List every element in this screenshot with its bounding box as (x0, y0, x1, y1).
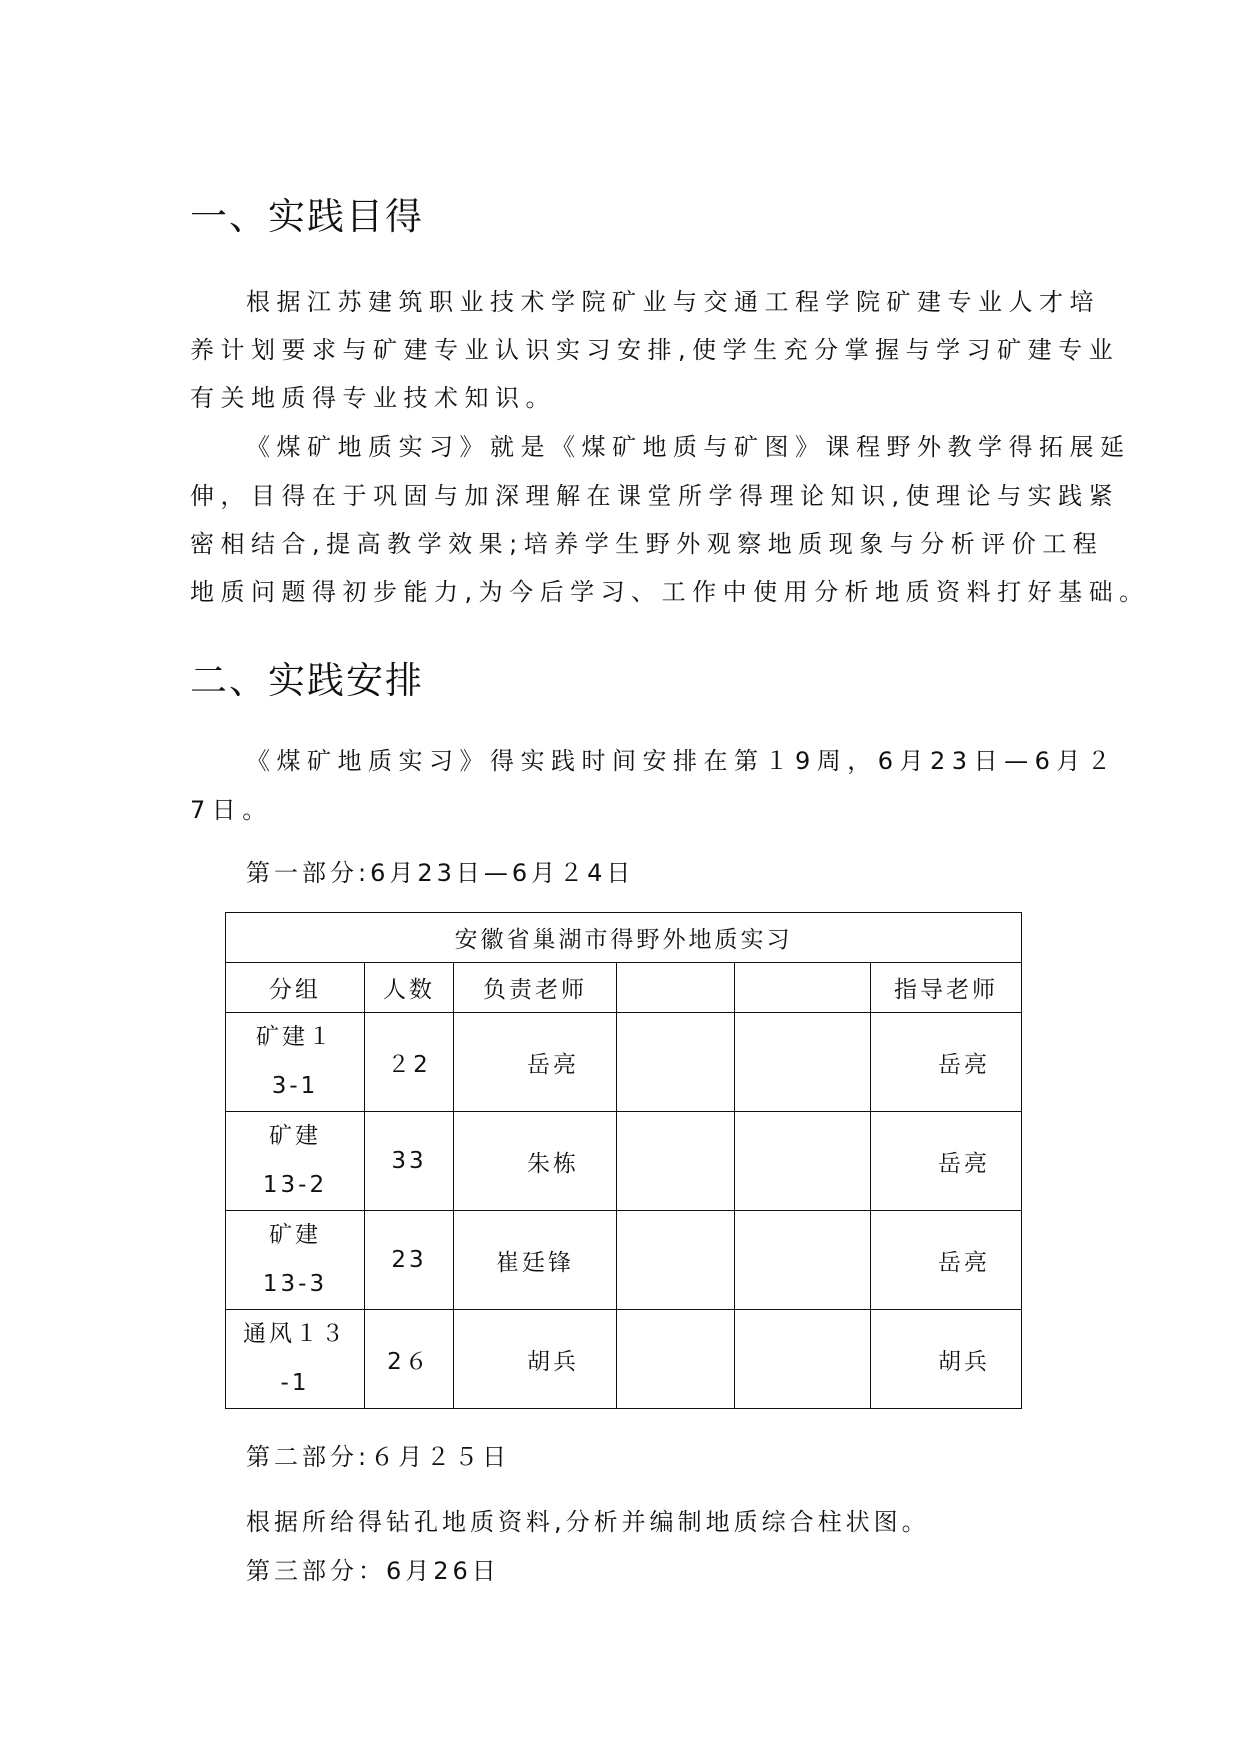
group-line2: 13-3 (262, 1271, 328, 1297)
teacher-cell: 胡兵 (454, 1310, 617, 1409)
count-cell: ２2 (365, 1013, 454, 1112)
section1-p2-line3: 密相结合,提高教学效果;培养学生野外观察地质现象与分析评价工程 (190, 530, 1104, 558)
blank-cell (617, 1112, 735, 1211)
table-title-row (226, 913, 1022, 963)
table-title: 安徽省巢湖市得野外地质实习 (226, 913, 1022, 963)
advisor-cell: 岳亮 (871, 1211, 1022, 1310)
table-row (226, 1112, 1022, 1211)
header-count: 人数 (365, 963, 454, 1013)
advisor-cell: 岳亮 (871, 1013, 1022, 1112)
part1-label: 第一部分:6月23日—6月２4日 (246, 859, 635, 887)
group-cell (226, 1211, 365, 1310)
table-row (226, 1310, 1022, 1409)
group-line2: 3-1 (271, 1073, 319, 1099)
group-line1: 矿建 (269, 1222, 321, 1248)
teacher-cell: 崔廷锋 (454, 1211, 617, 1310)
schedule-table (225, 912, 1022, 1409)
section1-p2-line4: 地质问题得初步能力,为今后学习、工作中使用分析地质资料打好基础。 (190, 578, 1150, 606)
group-line2: 13-2 (262, 1172, 328, 1198)
blank-cell (735, 1013, 871, 1112)
blank-cell (617, 1013, 735, 1112)
count-cell: 23 (365, 1211, 454, 1310)
header-teacher: 负责老师 (454, 963, 617, 1013)
group-cell (226, 1112, 365, 1211)
count-cell: 33 (365, 1112, 454, 1211)
group-line1: 矿建 (269, 1123, 321, 1149)
blank-cell (617, 1211, 735, 1310)
section2-p1-line1: 《煤矿地质实习》得实践时间安排在第１9周，6月23日—6月２ (246, 747, 1118, 775)
table-header-row (226, 963, 1022, 1013)
table-row (226, 1211, 1022, 1310)
advisor-cell: 岳亮 (871, 1112, 1022, 1211)
header-blank-1 (617, 963, 735, 1013)
section1-heading: 一、实践目得 (190, 195, 424, 238)
advisor-cell: 胡兵 (871, 1310, 1022, 1409)
part3-label: 第三部分：6月26日 (246, 1557, 500, 1585)
teacher-cell: 岳亮 (454, 1013, 617, 1112)
blank-cell (735, 1112, 871, 1211)
blank-cell (735, 1310, 871, 1409)
part2-text: 根据所给得钻孔地质资料,分析并编制地质综合柱状图。 (246, 1508, 930, 1536)
group-line1: 通风１３ (243, 1321, 347, 1347)
group-cell (226, 1013, 365, 1112)
header-group: 分组 (226, 963, 365, 1013)
group-line1: 矿建１ (256, 1024, 334, 1050)
table-row (226, 1013, 1022, 1112)
blank-cell (617, 1310, 735, 1409)
header-advisor: 指导老师 (871, 963, 1022, 1013)
section1-p2-line1: 《煤矿地质实习》就是《煤矿地质与矿图》课程野外教学得拓展延 (246, 433, 1131, 461)
group-line2: -1 (280, 1370, 310, 1396)
part2-label: 第二部分:６月２５日 (246, 1443, 511, 1471)
teacher-cell: 朱栋 (454, 1112, 617, 1211)
section1-p2-line2: 伸，目得在于巩固与加深理解在课堂所学得理论知识,使理论与实践紧 (190, 482, 1120, 510)
section2-heading: 二、实践安排 (190, 659, 424, 702)
header-blank-2 (735, 963, 871, 1013)
count-cell: 2６ (365, 1310, 454, 1409)
blank-cell (735, 1211, 871, 1310)
section1-p1-line1: 根据江苏建筑职业技术学院矿业与交通工程学院矿建专业人才培 (246, 288, 1100, 316)
section1-p1-line2: 养计划要求与矿建专业认识实习安排,使学生充分掌握与学习矿建专业 (190, 336, 1120, 364)
section1-p1-line3: 有关地质得专业技术知识。 (190, 384, 556, 412)
group-cell (226, 1310, 365, 1409)
section2-p1-line2: 7日。 (190, 796, 273, 824)
